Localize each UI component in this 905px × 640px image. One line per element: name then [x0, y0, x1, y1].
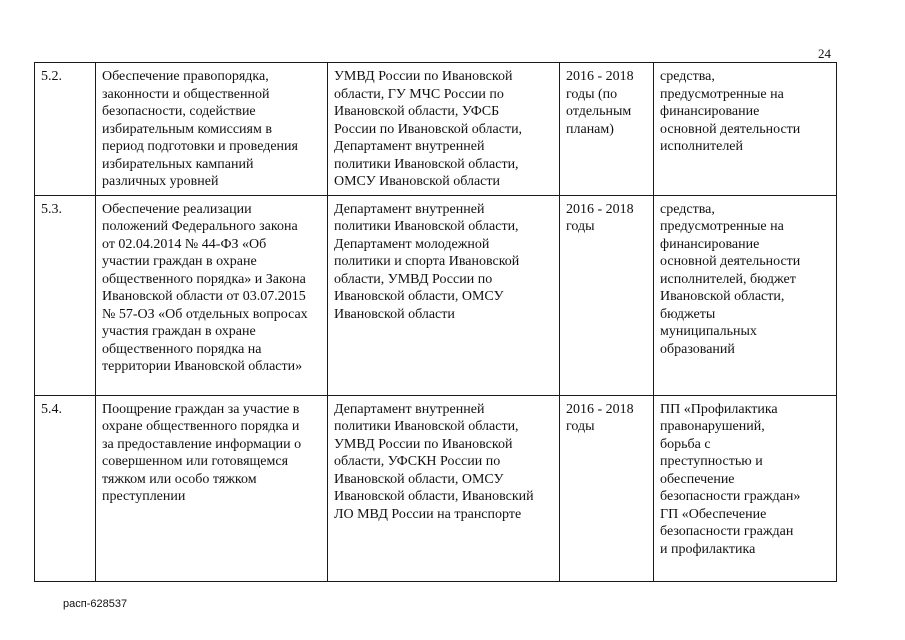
- cell-text-line: различных уровней: [102, 174, 219, 189]
- cell-text-line: безопасности граждан: [660, 524, 794, 539]
- cell-text-line: основной деятельности: [660, 121, 801, 137]
- row-number: 5.2.: [35, 63, 96, 196]
- cell-text-line: ЛО МВД России на транспорте: [334, 506, 522, 522]
- cell-text-line: предусмотренные на: [660, 219, 784, 234]
- event-cell: [96, 63, 328, 196]
- cell-text-line: исполнителей, бюджет: [660, 271, 796, 287]
- cell-text-line: области, УФСКН России по: [334, 454, 501, 469]
- cell-text-line: Ивановской области, УФСБ: [334, 104, 500, 119]
- cell-text-line: Обеспечение правопорядка,: [102, 69, 269, 84]
- cell-text-line: годы: [566, 419, 595, 434]
- cell-text-line: Ивановской области от 03.07.2015: [102, 289, 306, 304]
- cell-text-line: избирательных кампаний: [102, 156, 254, 172]
- cell-text-line: муниципальных: [660, 324, 757, 339]
- funding-cell: [654, 63, 837, 196]
- event-cell: [96, 195, 328, 395]
- period-cell: [560, 195, 654, 395]
- executors-cell: [328, 63, 560, 196]
- row-number: 5.4.: [35, 395, 96, 581]
- document-code: расп-628537: [63, 598, 128, 610]
- cell-text-line: средства,: [660, 201, 715, 217]
- cell-text-line: ГП «Обеспечение: [660, 506, 767, 522]
- cell-text-line: борьба с: [660, 436, 711, 452]
- cell-text-line: Ивановской области, Ивановский: [334, 489, 534, 504]
- cell-text-line: положений Федерального закона: [102, 219, 298, 234]
- measures-table: [34, 62, 837, 582]
- cell-text-line: участии граждан в охране: [102, 254, 257, 269]
- cell-text-line: Департамент молодежной: [334, 236, 490, 252]
- cell-text-line: отдельным: [566, 104, 632, 119]
- event-cell: [96, 395, 328, 581]
- cell-text-line: Ивановской области: [334, 306, 455, 322]
- cell-text-line: политики Ивановской области,: [334, 219, 519, 234]
- cell-text-line: УМВД России по Ивановской: [334, 69, 513, 84]
- cell-text-line: Департамент внутренней: [334, 139, 485, 154]
- cell-text-line: 2016 - 2018: [566, 69, 634, 84]
- cell-text-line: обеспечение: [660, 471, 735, 487]
- cell-text-line: России по Ивановской области,: [334, 121, 523, 137]
- period-cell: [560, 63, 654, 196]
- cell-text-line: № 57-ОЗ «Об отдельных вопросах: [102, 306, 308, 322]
- row-number: 5.3.: [35, 195, 96, 395]
- cell-text-line: УМВД России по Ивановской: [334, 436, 513, 452]
- cell-text-line: основной деятельности: [660, 254, 801, 269]
- cell-text-line: средства,: [660, 69, 715, 84]
- cell-text-line: области, УМВД России по: [334, 271, 493, 287]
- cell-text-line: предусмотренные на: [660, 86, 784, 102]
- cell-text-line: Департамент внутренней: [334, 401, 485, 417]
- cell-text-line: 2016 - 2018: [566, 201, 634, 217]
- cell-text-line: бюджеты: [660, 306, 716, 322]
- cell-text-line: избирательным комиссиям в: [102, 121, 272, 137]
- cell-text-line: законности и общественной: [102, 86, 270, 102]
- cell-text-line: политики и спорта Ивановской: [334, 254, 520, 269]
- cell-text-line: финансирование: [660, 236, 760, 252]
- cell-text-line: Обеспечение реализации: [102, 201, 252, 217]
- cell-text-line: совершенном или готовящемся: [102, 454, 289, 469]
- cell-text-line: финансирование: [660, 104, 760, 119]
- funding-cell: [654, 195, 837, 395]
- cell-text-line: годы: [566, 219, 595, 234]
- cell-text-line: общественного порядка на: [102, 341, 262, 357]
- table-row: [35, 195, 837, 395]
- cell-text-line: правонарушений,: [660, 419, 765, 434]
- cell-text-line: исполнителей: [660, 139, 744, 154]
- cell-text-line: охране общественного порядка и: [102, 419, 300, 434]
- cell-text-line: Поощрение граждан за участие в: [102, 401, 300, 417]
- page-number: 24: [818, 46, 831, 61]
- cell-text-line: и профилактика: [660, 541, 756, 557]
- table-row: [35, 63, 837, 196]
- cell-text-line: безопасности граждан»: [660, 489, 801, 504]
- executors-cell: [328, 195, 560, 395]
- cell-text-line: тяжком или особо тяжком: [102, 471, 257, 487]
- cell-text-line: годы (по: [566, 86, 618, 102]
- cell-text-line: общественного порядка» и Закона: [102, 271, 306, 287]
- cell-text-line: преступлении: [102, 489, 186, 504]
- cell-text-line: области, ГУ МЧС России по: [334, 86, 504, 102]
- table-row: [35, 395, 837, 581]
- cell-text-line: образований: [660, 341, 735, 357]
- period-cell: [560, 395, 654, 581]
- cell-text-line: преступностью и: [660, 454, 763, 469]
- cell-text-line: ОМСУ Ивановской области: [334, 174, 500, 189]
- cell-text-line: Ивановской области,: [660, 289, 785, 304]
- cell-text-line: ПП «Профилактика: [660, 401, 778, 417]
- cell-text-line: за предоставление информации о: [102, 436, 302, 452]
- cell-text-line: политики Ивановской области,: [334, 156, 519, 172]
- funding-cell: [654, 395, 837, 581]
- cell-text-line: Департамент внутренней: [334, 201, 485, 217]
- executors-cell: [328, 395, 560, 581]
- cell-text-line: 2016 - 2018: [566, 401, 634, 417]
- cell-text-line: участия граждан в охране: [102, 324, 256, 339]
- cell-text-line: Ивановской области, ОМСУ: [334, 471, 504, 487]
- cell-text-line: планам): [566, 121, 614, 137]
- cell-text-line: территории Ивановской области»: [102, 359, 303, 374]
- cell-text-line: Ивановской области, ОМСУ: [334, 289, 504, 304]
- cell-text-line: период подготовки и проведения: [102, 139, 298, 154]
- cell-text-line: от 02.04.2014 № 44-ФЗ «Об: [102, 236, 267, 252]
- cell-text-line: безопасности, содействие: [102, 104, 256, 119]
- cell-text-line: политики Ивановской области,: [334, 419, 519, 434]
